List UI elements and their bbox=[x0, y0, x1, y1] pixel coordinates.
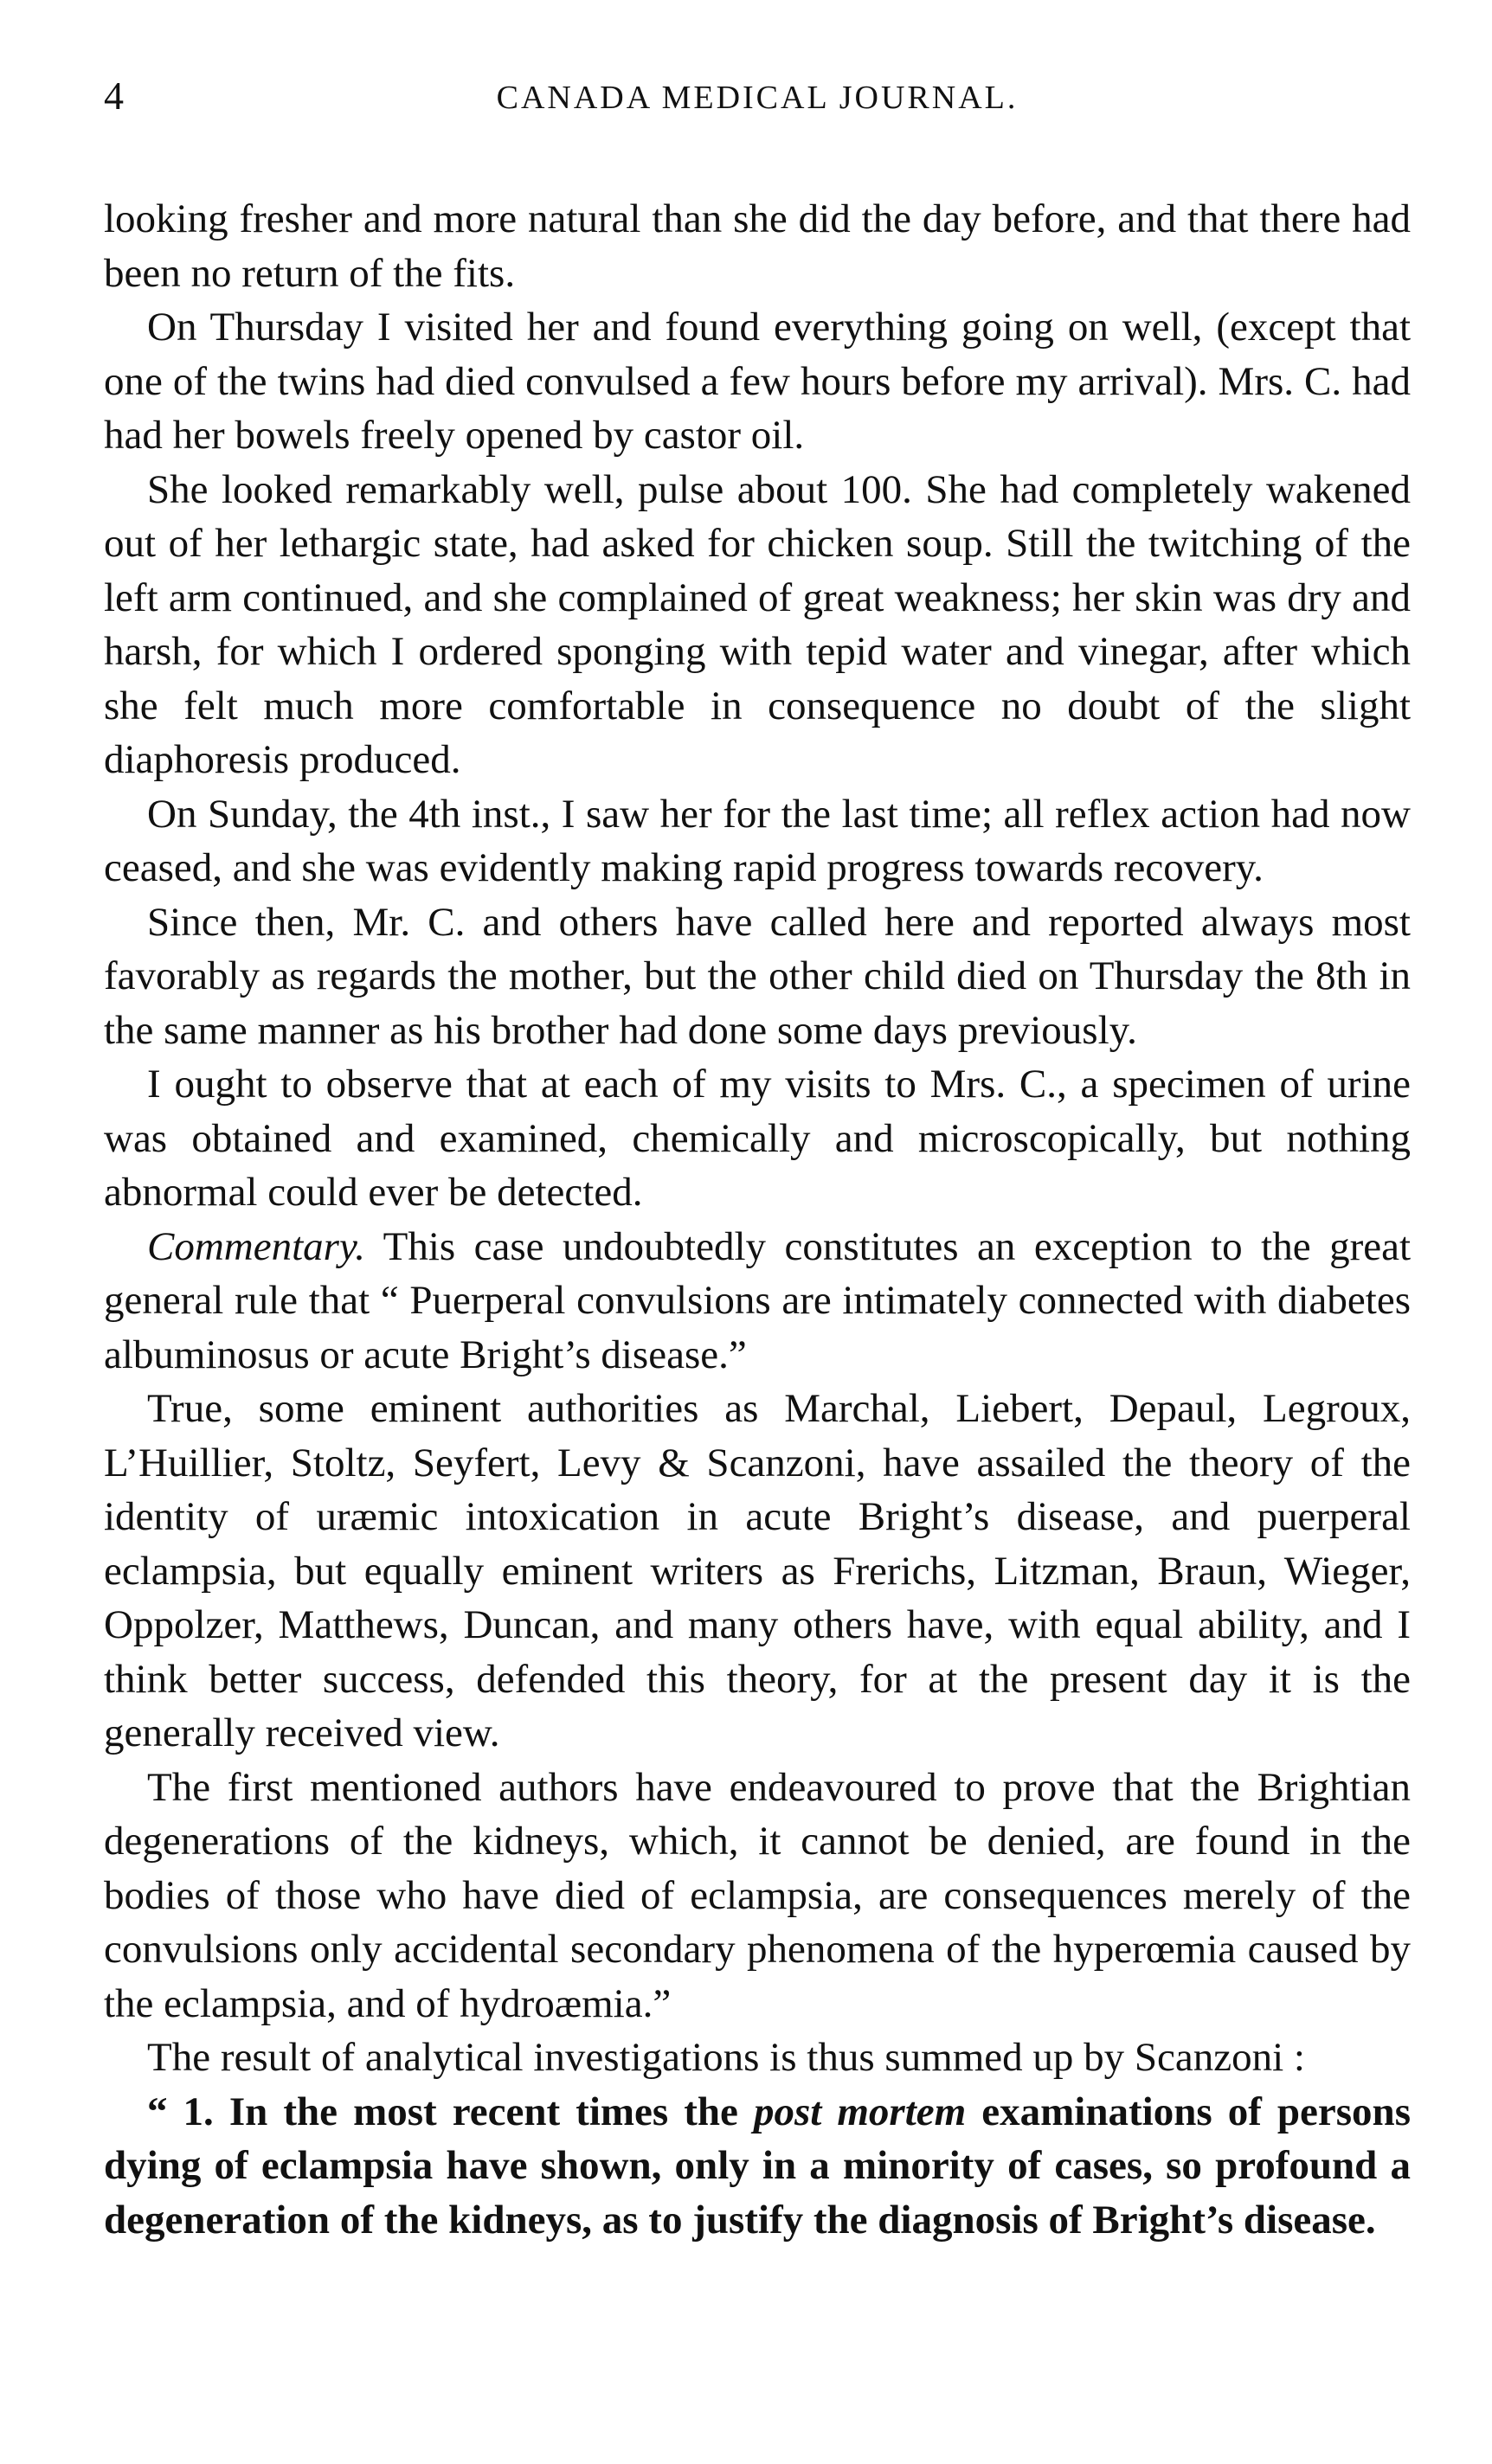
paragraph: On Thursday I visited her and found everything going on well, (except that one of the twins had died convulsed a few hours before my arrival). Mrs. C. had had her bowels freely opened by castor oil. bbox=[104, 305, 1411, 458]
paragraph: looking fresher and more natural than she did the day before, and that there had been no return of the fits. bbox=[104, 196, 1411, 296]
commentary-paragraph bbox=[104, 1220, 1411, 1383]
paragraph: The result of analytical investigations is thus summed up by Scanzoni : bbox=[147, 2035, 1305, 2080]
paragraph: I ought to observe that at each of my visits to Mrs. C., a specimen of urine was obtained and examined, chemically and microscopically, but nothing abnormal could ever be detected. bbox=[104, 1062, 1411, 1215]
journal-page bbox=[104, 76, 1411, 2247]
paragraph: On Sunday, the 4th inst., I saw her for the last time; all reflex action had now ceased, and she was evidently making rapid progress towards recovery. bbox=[104, 791, 1411, 890]
paragraph: Since then, Mr. C. and others have called here and reported always most favorably as regards the mother, but the other child died on Thursday the 8th in the same manner as his brother had done some days previously. bbox=[104, 899, 1411, 1053]
quote-italic: post mortem bbox=[753, 2089, 967, 2134]
paragraph: The first mentioned authors have endeavoured to prove that the Brightian degenerations of the kidneys, which, it cannot be denied, are found in the bodies of those who have died of eclampsia, are consequences merely of the convulsions only accidental secondary phenomena of the hyperœmia caused by the eclampsia, and of hydroæmia.” bbox=[104, 1764, 1411, 2026]
article-body bbox=[104, 192, 1411, 2247]
page-header bbox=[104, 76, 1411, 137]
paragraph: True, some eminent authorities as Marchal, Liebert, Depaul, Legroux, L’Huillier, Stoltz, Seyfert, Levy & Scanzoni, have assailed the theory of the identity of uræmic intoxication in acute Bright’s disease, and puerperal eclampsia, but equally eminent writers as Frerichs, Litzman, Braun, Wieger, Oppolzer, Matthews, Duncan, and many others have, with equal ability, and I think better success, defended this theory, for at the present day it is the generally received view. bbox=[104, 1386, 1411, 1755]
quote-end: examinations of persons dying of eclampsia have shown, only in a minority of cases, so profound a degeneration of the kidneys, as to justify the diagnosis of Bright’s disease. bbox=[104, 2089, 1411, 2243]
page-number: 4 bbox=[104, 74, 124, 118]
commentary-text: This case undoubtedly constitutes an exception to the great general rule that “ Puerperal convulsions are intimately connected with diabetes albuminosus or acute Bright’s disease.” bbox=[104, 1223, 1411, 1377]
running-head: CANADA MEDICAL JOURNAL. bbox=[496, 80, 1019, 116]
paragraph: She looked remarkably well, pulse about 100. She had completely wakened out of her lethargic state, had asked for chicken soup. Still the twitching of the left arm continued, and she complained of great weakness; her skin was dry and harsh, for which I ordered sponging with tepid water and vinegar, after which she felt much more comfortable in consequence no doubt of the slight diaphoresis produced. bbox=[104, 466, 1411, 782]
commentary-label: Commentary. bbox=[147, 1223, 365, 1269]
quote-start: “ 1. In the most recent times the bbox=[147, 2089, 754, 2134]
quoted-paragraph bbox=[104, 2085, 1411, 2248]
